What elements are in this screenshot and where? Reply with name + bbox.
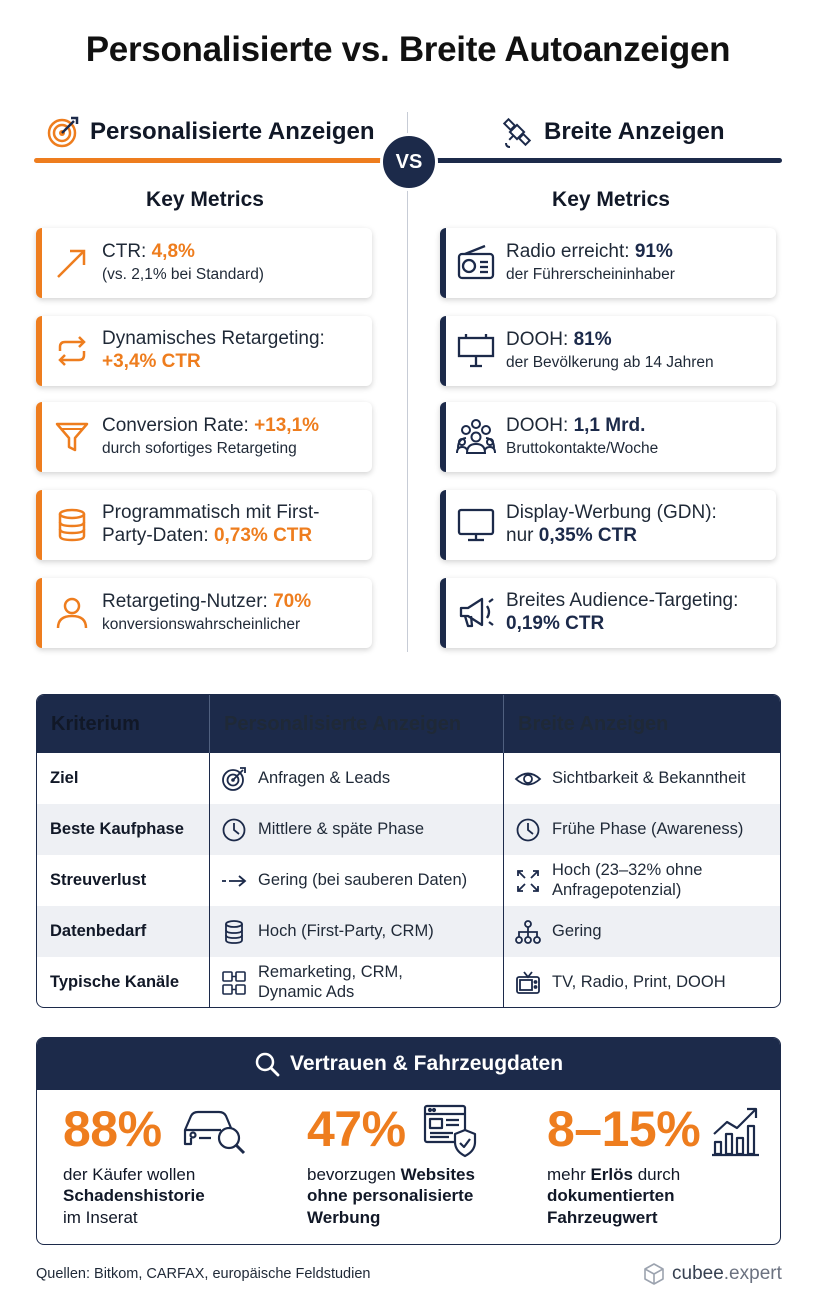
clock-icon xyxy=(515,817,541,843)
table-row xyxy=(37,957,780,1008)
broad-heading xyxy=(500,112,724,152)
stat-value: 88% xyxy=(63,1101,162,1157)
cube-icon xyxy=(642,1262,666,1286)
car-search-icon xyxy=(181,1104,247,1158)
trust-stat xyxy=(307,1101,527,1228)
stat-desc-line: bevorzugen xyxy=(307,1165,401,1184)
hierarchy-icon xyxy=(515,919,541,945)
stat-desc-bold: Websites xyxy=(400,1165,475,1184)
metric-label-cont: nur xyxy=(506,525,539,546)
table-header-cell: Kriterium xyxy=(37,695,210,753)
radio-icon xyxy=(455,242,497,284)
search-icon xyxy=(254,1051,280,1077)
criterion-cell: Datenbedarf xyxy=(37,906,210,957)
broad-cell-text: Hoch (23–32% ohne Anfragepotenzial) xyxy=(552,860,703,899)
table-header-cell: Personalisierte Anzeigen xyxy=(210,695,504,753)
personal-cell xyxy=(210,804,504,855)
metric-value: 81% xyxy=(573,329,612,351)
metric-subtext: konversionswahrscheinlicher xyxy=(102,616,301,634)
metric-value: 0,19% CTR xyxy=(506,613,605,634)
criterion-cell: Beste Kaufphase xyxy=(37,804,210,855)
stat-desc-bold: Fahrzeugwert xyxy=(547,1207,658,1227)
eye-icon xyxy=(514,766,542,792)
page-title: Personalisierte vs. Breite Autoanzeigen xyxy=(85,30,731,69)
repeat-arrows-icon xyxy=(52,331,92,371)
metric-label: Retargeting-Nutzer: xyxy=(102,591,274,613)
brand-logo xyxy=(642,1262,782,1286)
metric-value: +13,1% xyxy=(254,415,320,437)
table-header-cell: Breite Anzeigen xyxy=(518,712,669,735)
table-row xyxy=(37,906,780,957)
key-metrics-left: Key Metrics xyxy=(146,188,264,211)
metric-label: DOOH: xyxy=(506,329,574,351)
metric-subtext: Bruttokontakte/Woche xyxy=(506,440,659,458)
metric-label: Display-Werbung (GDN): xyxy=(506,502,717,524)
stat-desc-line: mehr xyxy=(547,1165,591,1184)
stat-value: 47% xyxy=(307,1101,406,1157)
metric-value: 91% xyxy=(634,241,673,263)
stat-desc-line: durch xyxy=(633,1165,681,1184)
metric-subtext: der Führerscheininhaber xyxy=(506,266,675,284)
scatter-arrows-icon xyxy=(515,868,541,894)
broad-cell-text: Frühe Phase (Awareness) xyxy=(552,819,744,838)
channels-grid-icon xyxy=(221,970,247,996)
metric-value: 0,35% CTR xyxy=(538,525,637,546)
stat-desc-line: der Käufer wollen xyxy=(63,1165,196,1184)
browser-shield-icon xyxy=(423,1104,479,1158)
brand-suffix: .expert xyxy=(723,1263,782,1284)
stat-desc-bold: Erlös xyxy=(590,1165,633,1184)
billboard-icon xyxy=(455,330,497,372)
metric-card xyxy=(36,402,372,472)
personal-cell-text: Gering (bei sauberen Daten) xyxy=(258,870,468,889)
trust-stat xyxy=(63,1101,283,1228)
broad-cell-text: TV, Radio, Print, DOOH xyxy=(552,972,726,991)
metric-subtext: der Bevölkerung ab 14 Jahren xyxy=(506,354,714,372)
metric-label: Conversion Rate: xyxy=(102,415,255,437)
stat-desc-line: im Inserat xyxy=(63,1207,138,1227)
broad-cell-text: Gering xyxy=(552,921,602,940)
criterion-cell: Ziel xyxy=(37,753,210,804)
personalized-accent-line xyxy=(34,158,386,163)
personal-cell-text: Mittlere & späte Phase xyxy=(258,819,424,838)
personal-cell xyxy=(210,855,504,906)
stat-desc-bold: Schadenshistorie xyxy=(63,1186,205,1206)
metric-card xyxy=(440,228,776,298)
broad-accent-line xyxy=(430,158,782,163)
target-icon xyxy=(46,115,80,149)
metric-card xyxy=(440,316,776,386)
metric-label: Breites Audience-Targeting: xyxy=(506,590,739,612)
metric-card xyxy=(440,578,776,648)
table-row xyxy=(37,753,780,804)
arrow-right-icon xyxy=(220,871,248,891)
trend-up-arrow-icon xyxy=(52,243,92,283)
metric-label: CTR: xyxy=(102,241,152,263)
metric-value: 70% xyxy=(273,591,312,613)
brand-name: cubee xyxy=(672,1263,724,1284)
metric-value: 1,1 Mrd. xyxy=(573,415,646,437)
personal-cell xyxy=(210,753,504,804)
metric-card xyxy=(36,228,372,298)
metric-label: Radio erreicht: xyxy=(506,241,635,263)
sources-note: Quellen: Bitkom, CARFAX, europäische Feldstudien xyxy=(36,1266,371,1282)
broad-cell xyxy=(504,906,780,957)
metric-card xyxy=(36,316,372,386)
target-icon xyxy=(221,766,247,792)
personal-cell xyxy=(210,957,504,1008)
table-row xyxy=(37,804,780,855)
trust-heading xyxy=(37,1038,780,1090)
metric-value: 4,8% xyxy=(151,241,195,263)
comparison-table xyxy=(36,694,781,1008)
stat-desc-bold: ohne personalisierte xyxy=(307,1186,474,1206)
trust-heading-label: Vertrauen & Fahrzeugdaten xyxy=(289,1052,564,1075)
personal-cell xyxy=(210,906,504,957)
monitor-icon xyxy=(455,504,497,546)
broad-cell-text: Sichtbarkeit & Bekanntheit xyxy=(552,768,746,787)
trust-section xyxy=(36,1037,781,1245)
database-icon xyxy=(52,505,92,545)
broad-cell xyxy=(504,855,780,906)
metric-label: Programmatisch mit First- xyxy=(102,502,320,524)
clock-icon xyxy=(221,817,247,843)
metric-card xyxy=(440,490,776,560)
metric-card xyxy=(36,578,372,648)
table-row xyxy=(37,855,780,906)
broad-cell xyxy=(504,957,780,1008)
trust-stat xyxy=(547,1101,767,1228)
stat-desc-bold: dokumentierten xyxy=(547,1186,675,1206)
personalized-heading-label: Personalisierte Anzeigen xyxy=(90,118,375,145)
megaphone-icon xyxy=(455,592,497,634)
metric-subtext: (vs. 2,1% bei Standard) xyxy=(102,266,264,284)
broad-heading-label: Breite Anzeigen xyxy=(544,118,725,145)
metric-value: +3,4% CTR xyxy=(102,351,201,372)
people-group-icon xyxy=(454,416,498,458)
satellite-icon xyxy=(500,115,534,149)
personalized-heading xyxy=(46,112,375,152)
metric-label-cont: Party-Daten: xyxy=(102,525,214,546)
vs-badge: VS xyxy=(380,133,438,191)
broad-cell xyxy=(504,753,780,804)
metric-card xyxy=(36,490,372,560)
criterion-cell: Typische Kanäle xyxy=(37,957,210,1008)
funnel-icon xyxy=(52,417,92,457)
metric-subtext: durch sofortiges Retargeting xyxy=(102,440,297,458)
personal-cell-text: Hoch (First-Party, CRM) xyxy=(258,921,434,940)
criterion-cell: Streuverlust xyxy=(37,855,210,906)
column-divider xyxy=(407,112,408,652)
table-header-row xyxy=(37,695,780,753)
database-icon xyxy=(222,919,246,945)
personal-cell-text: Remarketing, CRM, Dynamic Ads xyxy=(258,962,403,1001)
growth-chart-icon xyxy=(711,1104,761,1158)
metric-label: Dynamisches Retargeting: xyxy=(102,328,325,350)
stat-desc-bold: Werbung xyxy=(307,1207,381,1227)
user-icon xyxy=(52,593,92,633)
broad-cell xyxy=(504,804,780,855)
metric-label: DOOH: xyxy=(506,415,574,437)
key-metrics-right: Key Metrics xyxy=(552,188,670,211)
metric-card xyxy=(440,402,776,472)
stat-value: 8–15% xyxy=(547,1101,701,1157)
personal-cell-text: Anfragen & Leads xyxy=(258,768,391,787)
tv-icon xyxy=(515,970,541,996)
metric-value: 0,73% CTR xyxy=(213,525,313,546)
